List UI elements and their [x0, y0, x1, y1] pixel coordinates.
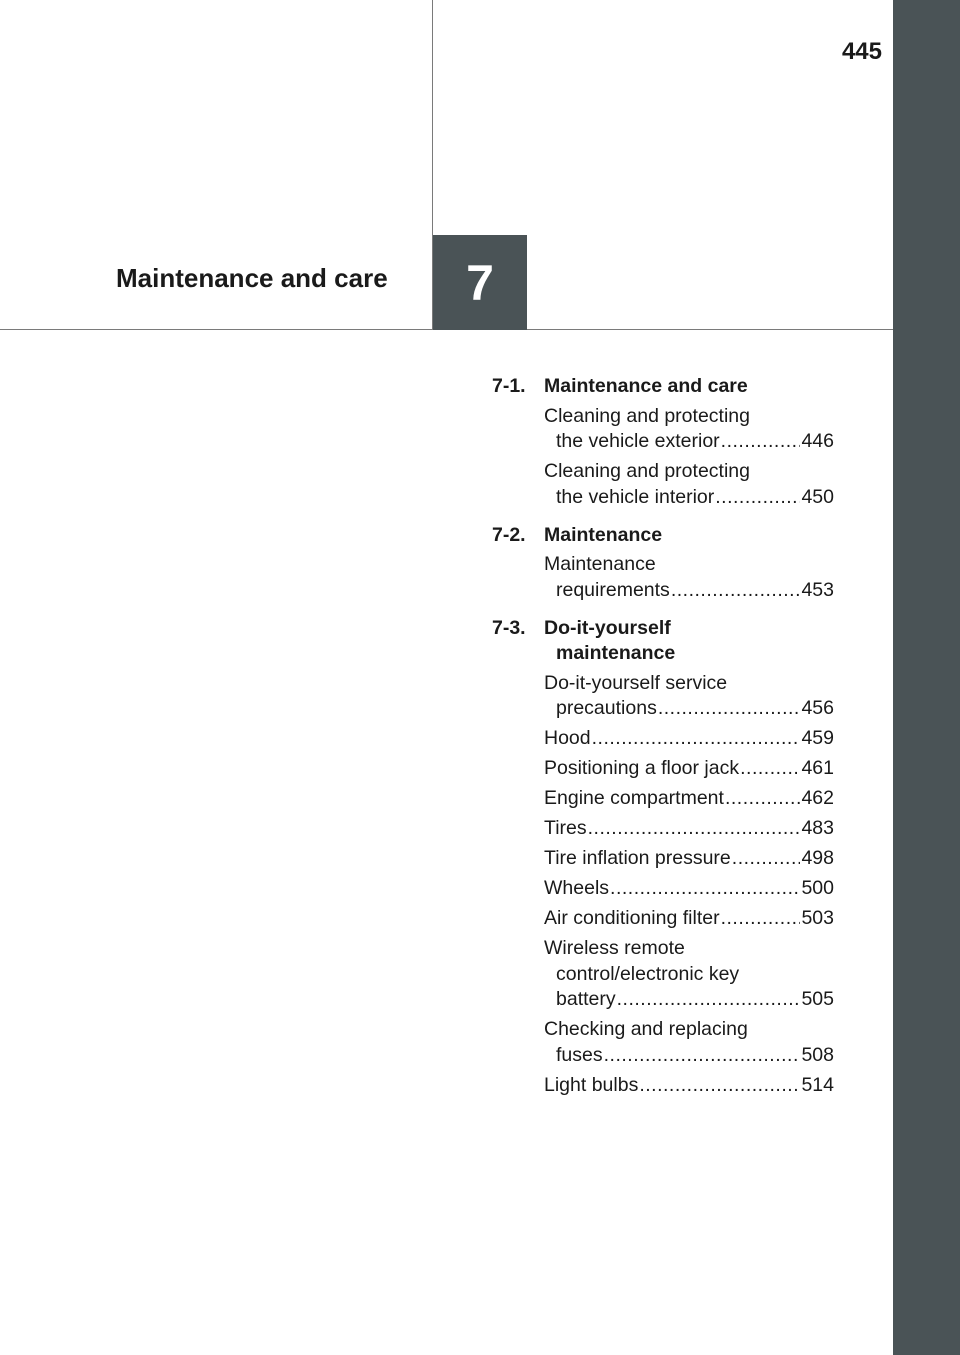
dot-leader	[715, 485, 800, 511]
dot-leader	[725, 786, 801, 812]
toc-entry[interactable]	[544, 936, 834, 1013]
entry-last-line	[544, 696, 834, 722]
entry-text-line: Checking and replacing	[544, 1018, 748, 1040]
entry-page-number: 498	[801, 847, 834, 869]
toc-entry[interactable]	[544, 876, 834, 902]
dot-leader	[658, 696, 801, 722]
entry-page-number: 505	[801, 988, 834, 1010]
toc-entry[interactable]	[544, 404, 834, 455]
dot-leader	[592, 726, 801, 752]
entry-text-line: Cleaning and protecting	[544, 460, 750, 482]
entry-text: Air conditioning filter	[544, 907, 720, 929]
entry-page-number: 446	[801, 430, 834, 452]
entry-page-number: 462	[801, 787, 834, 809]
entry-last-line	[544, 756, 834, 782]
entry-text: Light bulbs	[544, 1073, 639, 1096]
entry-last-line	[544, 987, 834, 1013]
chapter-title: Maintenance and care	[116, 263, 388, 293]
entry-page-number: 514	[801, 1073, 834, 1096]
entry-text-line: Wireless remote	[544, 937, 685, 959]
entry-text: requirements	[556, 578, 670, 601]
entry-text: Tire inflation pressure	[544, 847, 731, 869]
dot-leader	[721, 429, 801, 455]
chapter-side-tab	[893, 0, 960, 1355]
section-heading	[492, 616, 834, 667]
entry-last-line	[544, 876, 834, 902]
section-heading	[492, 523, 834, 549]
toc-entry[interactable]	[544, 1017, 834, 1068]
entry-last-line	[544, 429, 834, 455]
entry-text: precautions	[556, 697, 657, 719]
dot-leader	[617, 987, 801, 1013]
toc-entry[interactable]	[544, 846, 834, 872]
section-title	[544, 374, 834, 400]
section-number: 7-2.	[492, 523, 526, 546]
entry-page-number: 461	[801, 757, 834, 779]
entry-page-number: 450	[801, 485, 834, 508]
entry-text: the vehicle exterior	[556, 430, 720, 452]
entry-page-number: 459	[801, 727, 834, 749]
entry-text: Wheels	[544, 877, 610, 899]
section-gap	[492, 1103, 834, 1107]
section-title	[544, 523, 834, 549]
section-title-line: Maintenance	[544, 523, 663, 546]
section-title-line: maintenance	[556, 642, 676, 664]
entry-last-line	[544, 786, 834, 812]
dot-leader	[610, 876, 800, 902]
entry-text-line: control/electronic key	[556, 962, 740, 985]
section-gap	[492, 515, 834, 519]
entry-text: Tires	[544, 817, 587, 839]
dot-leader	[604, 1043, 801, 1069]
dot-leader	[588, 816, 801, 842]
table-of-contents	[492, 374, 834, 1111]
toc-entry[interactable]	[544, 1073, 834, 1099]
entry-last-line	[544, 1073, 834, 1099]
entry-last-line	[544, 485, 834, 511]
chapter-number: 7	[466, 254, 494, 311]
toc-entry[interactable]	[544, 552, 834, 603]
entry-text: battery	[556, 988, 616, 1010]
entry-text-line: Maintenance	[544, 553, 656, 575]
section-title-line: Do-it-yourself	[544, 616, 671, 639]
entry-last-line	[544, 906, 834, 932]
dot-leader	[639, 1073, 800, 1099]
entry-last-line	[544, 816, 834, 842]
page-number: 445	[841, 38, 882, 65]
dot-leader	[740, 756, 800, 782]
chapter-number-box	[433, 235, 527, 330]
section-title	[544, 616, 834, 667]
dot-leader	[721, 906, 801, 932]
toc-entry[interactable]	[544, 786, 834, 812]
entry-text: Positioning a floor jack	[544, 757, 740, 779]
toc-entry[interactable]	[544, 906, 834, 932]
dot-leader	[732, 846, 801, 872]
section-title-line: Maintenance and care	[544, 375, 748, 397]
section-number: 7-1.	[492, 375, 526, 397]
toc-entry[interactable]	[544, 816, 834, 842]
entry-page-number: 503	[801, 907, 834, 929]
toc-section	[492, 523, 834, 612]
entry-text: the vehicle interior	[556, 485, 715, 508]
dot-leader	[671, 578, 801, 604]
entry-last-line	[544, 578, 834, 604]
entry-text: Hood	[544, 727, 591, 749]
entry-page-number: 456	[801, 697, 834, 719]
entry-last-line	[544, 846, 834, 872]
entry-last-line	[544, 1043, 834, 1069]
entry-text-line: Do-it-yourself service	[544, 671, 728, 694]
toc-entry[interactable]	[544, 726, 834, 752]
entry-text: fuses	[556, 1043, 603, 1066]
toc-section	[492, 374, 834, 519]
toc-section	[492, 616, 834, 1107]
section-gap	[492, 608, 834, 612]
toc-entry[interactable]	[544, 671, 834, 722]
entry-text-line: Cleaning and protecting	[544, 404, 750, 427]
entry-page-number: 453	[801, 578, 834, 601]
entry-last-line	[544, 726, 834, 752]
entry-text: Engine compartment	[544, 787, 724, 809]
entry-page-number: 483	[801, 817, 834, 839]
section-number: 7-3.	[492, 616, 526, 639]
toc-entry[interactable]	[544, 756, 834, 782]
toc-entry[interactable]	[544, 459, 834, 510]
entry-page-number: 508	[801, 1043, 834, 1066]
entry-page-number: 500	[801, 877, 834, 899]
section-heading	[492, 374, 834, 400]
